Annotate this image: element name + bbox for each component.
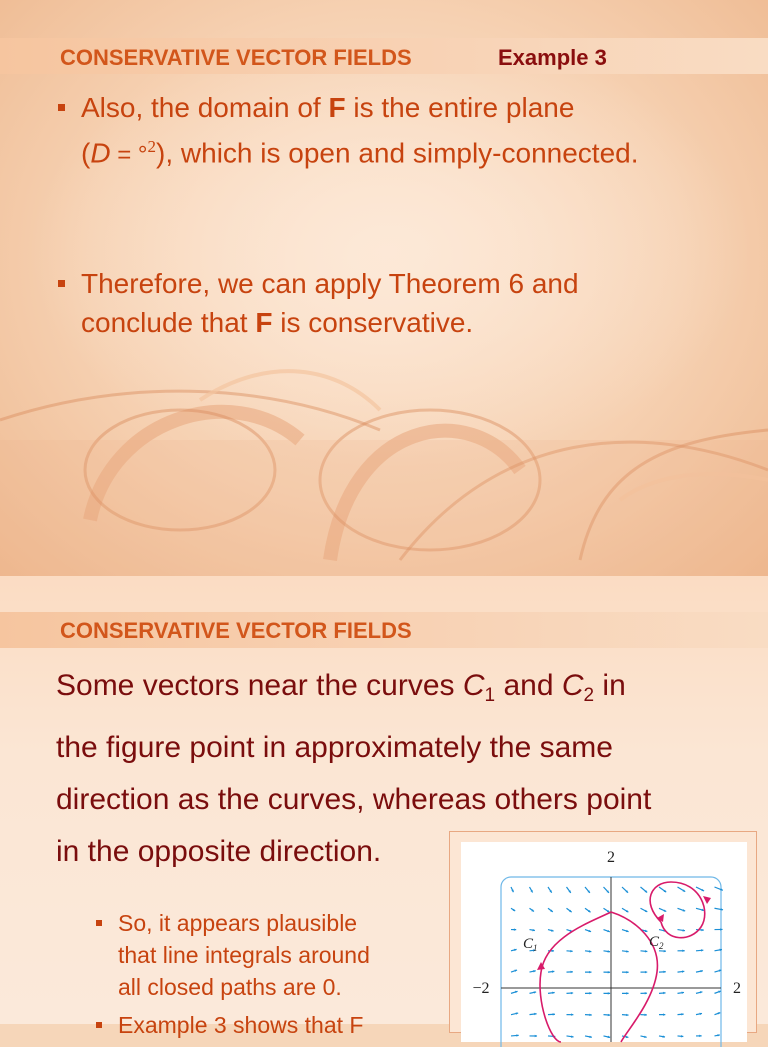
example-label: Example 3 xyxy=(498,45,607,71)
bullet-text: Example 3 shows that F xyxy=(118,1009,363,1041)
bullet-text: So, it appears plausible that line integrals around all closed paths are 0. xyxy=(118,907,370,1003)
field-arrowhead xyxy=(608,992,610,994)
field-arrowhead xyxy=(663,971,665,973)
field-arrowhead xyxy=(701,929,703,931)
slide-2 xyxy=(0,576,768,1024)
field-arrowhead xyxy=(645,950,647,952)
c2-label: $C_2$ xyxy=(649,934,664,951)
bullet-marker xyxy=(58,104,65,111)
field-arrowhead xyxy=(664,950,666,952)
field-arrowhead xyxy=(553,1013,555,1015)
field-arrowhead xyxy=(589,1014,591,1016)
main-paragraph: Some vectors near the curves $C_1$ and $C_2$ in the figure point in approximately the same direction as the curves, whereas others point in the opposite direction. xyxy=(56,660,651,878)
field-arrowhead xyxy=(645,992,647,994)
field-arrowhead xyxy=(701,949,703,951)
field-arrowhead xyxy=(699,1035,701,1037)
x-left-label: −2 xyxy=(472,980,489,997)
title-bar xyxy=(0,612,768,648)
bullet-marker xyxy=(96,1022,102,1028)
curve-c1-right xyxy=(611,912,657,1042)
field-arrowhead xyxy=(681,1013,683,1015)
field-arrowhead xyxy=(645,1014,647,1016)
bullet-text: Also, the domain of F is the entire plane (D = °$^2$), which is open and simply-connected. xyxy=(81,88,639,174)
y-top-label: 2 xyxy=(607,849,615,866)
field-arrowhead xyxy=(626,992,628,994)
field-arrowhead xyxy=(535,1035,537,1037)
curve-c1 xyxy=(540,912,611,1042)
field-arrowhead xyxy=(516,1034,518,1036)
field-arrowhead xyxy=(608,1014,610,1016)
field-arrowhead xyxy=(663,992,665,994)
slide-title: CONSERVATIVE VECTOR FIELDS xyxy=(60,45,412,71)
x-right-label: 2 xyxy=(733,980,741,997)
field-arrowhead xyxy=(608,971,610,973)
field-arrowhead xyxy=(589,992,591,994)
field-arrowhead xyxy=(570,950,572,952)
c1-label: $C_1$ xyxy=(523,936,538,953)
c2-arrowhead-top xyxy=(703,896,711,904)
field-arrowhead xyxy=(571,992,573,994)
field-arrowhead xyxy=(514,928,516,930)
field-arrowhead xyxy=(589,971,591,973)
figure-canvas xyxy=(461,842,747,1042)
vector-field-figure xyxy=(449,831,757,1033)
title-bar xyxy=(0,38,768,74)
bullet-text: Therefore, we can apply Theorem 6 and conclude that F is conservative. xyxy=(81,264,579,342)
bullet-marker xyxy=(58,280,65,287)
field-arrowhead xyxy=(571,971,573,973)
slide-title: CONSERVATIVE VECTOR FIELDS xyxy=(60,618,412,644)
field-arrowhead xyxy=(571,1013,573,1015)
field-arrowhead xyxy=(552,950,554,952)
field-arrowhead xyxy=(663,1013,665,1015)
bullet-marker xyxy=(96,920,102,926)
field-arrowhead xyxy=(645,971,647,973)
field-arrowhead xyxy=(626,971,628,973)
vector-field-plot xyxy=(461,842,747,1042)
field-arrowhead xyxy=(626,1014,628,1016)
field-arrowhead xyxy=(681,1035,683,1037)
field-arrowhead xyxy=(682,950,684,952)
